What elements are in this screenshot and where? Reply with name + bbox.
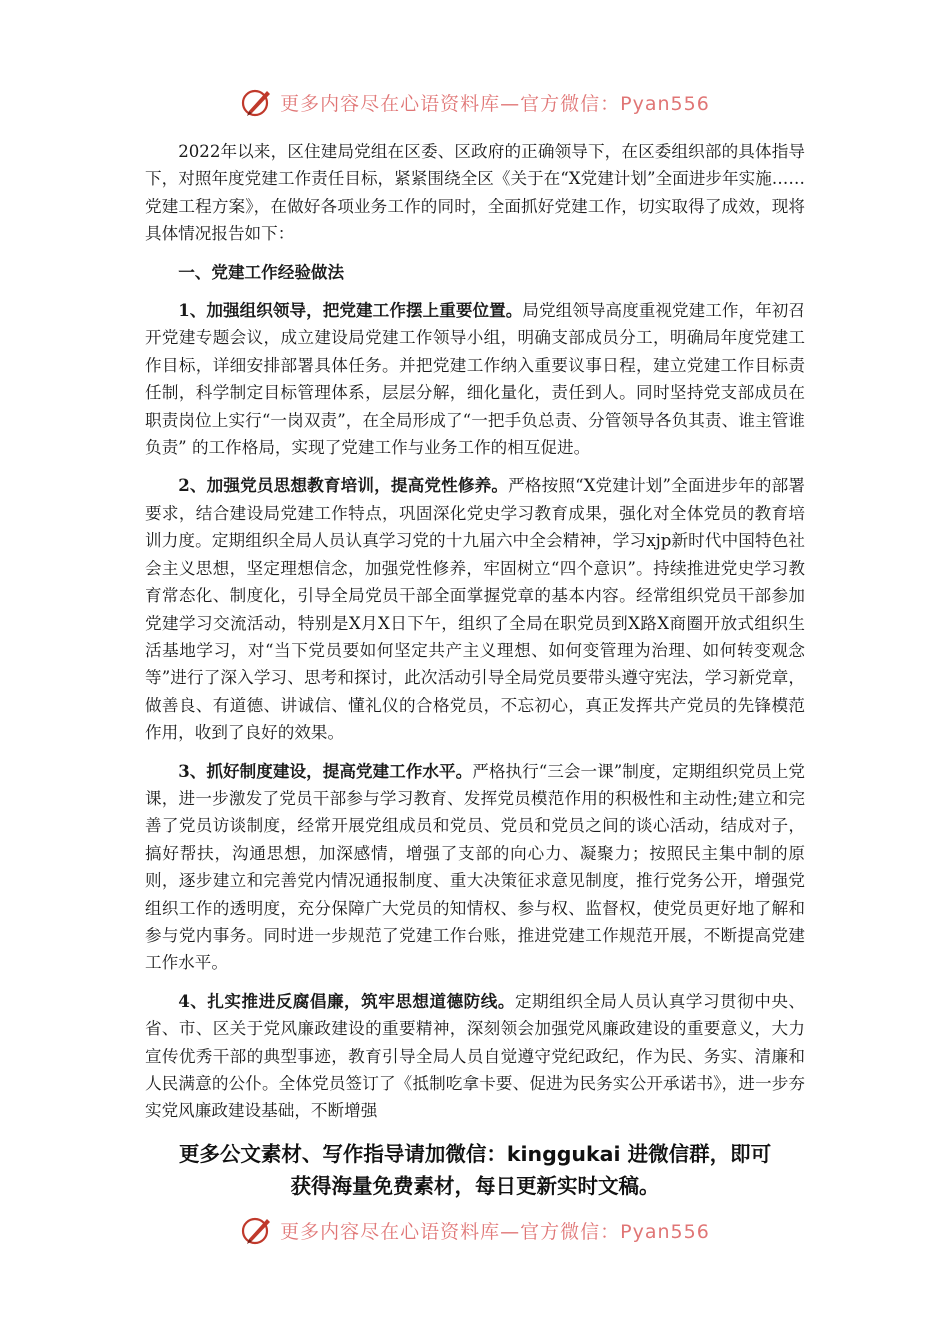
item-paragraph-2 <box>145 472 805 746</box>
item-paragraph-3 <box>145 758 805 977</box>
pen-logo-icon <box>240 85 274 119</box>
header-banner-text: 更多内容尽在心语资料库—官方微信：Pyan556 <box>280 92 710 115</box>
item-body: 严格执行“三会一课”制度，定期组织党员上党课，进一步激发了党员干部参与学习教育、发挥党员模范作用的积极性和主动性;建立和完善了党员访谈制度，经常开展党组成员和党员、党员和党员之间的谈心活动，结成对子，搞好帮扶，沟通思想，加深感情，增强了支部的向心力、凝聚力；按照民主集中制的原则，逐步建立和完善党内情况通报制度、重大决策征求意见制度，推行党务公开，增强党组织工作的透明度，充分保障广大党员的知情权、参与权、监督权，使党员更好地了解和参与党内事务。同时进一步规范了党建工作台账，推进党建工作规范开展，不断提高党建工作水平。 <box>145 761 805 973</box>
item-lead: 2、加强党员思想教育培训，提高党性修养。 <box>178 475 509 496</box>
item-lead: 1、加强组织领导，把党建工作摆上重要位置。 <box>178 300 523 321</box>
item-lead: 4、扎实推进反腐倡廉，筑牢思想道德防线。 <box>178 990 515 1011</box>
item-body: 局党组领导高度重视党建工作，年初召开党建专题会议，成立建设局党建工作领导小组，明确支部成员分工，明确局年度党建工作目标，详细安排部署具体任务。并把党建工作纳入重要议事日程，建立党建工作目标责任制，科学制定目标管理体系，层层分解，细化量化，责任到人。同时坚持党支部成员在职责岗位上实行“一岗双责”，在全局形成了“一把手负总责、分管领导各负其责、谁主管谁负责” 的工作格局，实现了党建工作与业务工作的相互促进。 <box>145 301 805 458</box>
item-paragraph-4 <box>145 988 805 1125</box>
item-body: 严格按照“X党建计划”全面进步年的部署要求，结合建设局党建工作特点，巩固深化党史学习教育成果，强化对全体党员的教育培训力度。定期组织全局人员认真学习党的十九届六中全会精神，学习xjp新时代中国特色社会主义思想，坚定理想信念，加强党性修养，牢固树立“四个意识”。持续推进党史学习教育常态化、制度化，引导全局党员干部全面掌握党章的基本内容。经常组织党员干部参加党建学习交流活动，特别是X月X日下午，组织了全局在职党员到X路X商圈开放式组织生活基地学习，对“当下党员要如何坚定共产主义理想、如何变管理为治理、如何转变观念等”进行了深入学习、思考和探讨，此次活动引导全局党员要带头遵守宪法，学习新党章，做善良、有道德、讲诚信、懂礼仪的合格党员，不忘初心，真正发挥共产党员的先锋模范作用，收到了良好的效果。 <box>145 476 806 743</box>
header-banner <box>0 82 950 122</box>
footer-banner-text: 更多内容尽在心语资料库—官方微信：Pyan556 <box>280 1220 710 1243</box>
promo-note <box>120 1138 830 1202</box>
item-paragraph-1 <box>145 297 805 461</box>
item-lead: 3、抓好制度建设，提高党建工作水平。 <box>178 760 473 781</box>
promo-note-line-2: 获得海量免费素材，每日更新实时文稿。 <box>290 1174 660 1198</box>
pen-logo-icon <box>240 1213 274 1247</box>
promo-note-line-1: 更多公文素材、写作指导请加微信：kinggukai 进微信群，即可 <box>178 1142 772 1166</box>
intro-paragraph: 2022年以来，区住建局党组在区委、区政府的正确领导下，在区委组织部的具体指导下，对照年度党建工作责任目标，紧紧围绕全区《关于在“X党建计划”全面进步年实施……党建工程方案》，在做好各项业务工作的同时，全面抓好党建工作，切实取得了成效，现将具体情况报告如下： <box>145 142 805 244</box>
document-body <box>145 138 805 1136</box>
section-heading: 一、党建工作经验做法 <box>178 261 345 282</box>
footer-banner <box>0 1210 950 1250</box>
item-body: 定期组织全局人员认真学习贯彻中央、省、市、区关于党风廉政建设的重要精神，深刻领会加强党风廉政建设的重要意义，大力宣传优秀干部的典型事迹，教育引导全局人员自觉遵守党纪政纪，作为民、务实、清廉和人民满意的公仆。全体党员签订了《抵制吃拿卡要、促进为民务实公开承诺书》，进一步夯实党风廉政建设基础，不断增强 <box>145 991 805 1121</box>
